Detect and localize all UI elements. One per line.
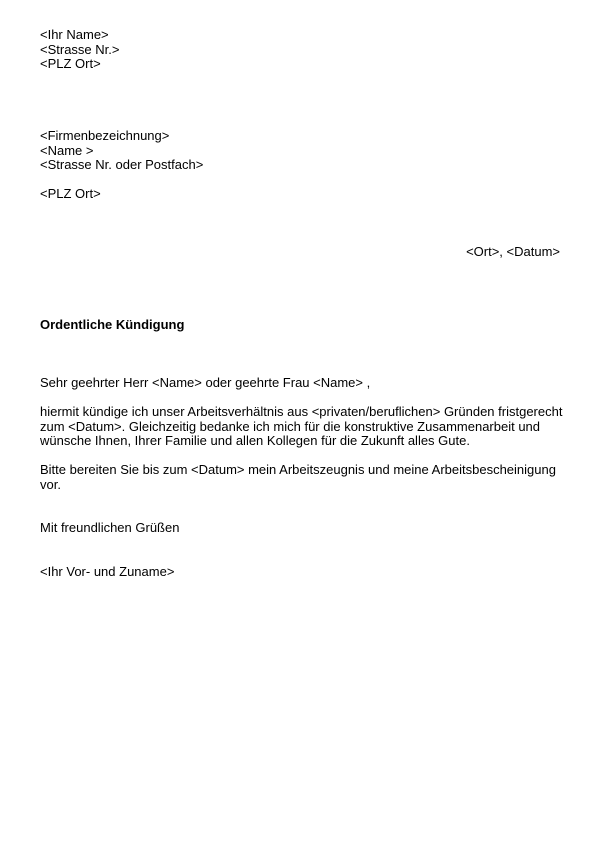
- recipient-street: <Strasse Nr. oder Postfach>: [40, 157, 204, 172]
- paragraph-1-line-3: wünsche Ihnen, Ihrer Familie und allen Kollegen für die Zukunft alles Gute.: [40, 433, 470, 448]
- closing-phrase: Mit freundlichen Grüßen: [40, 520, 180, 535]
- recipient-address: [40, 129, 560, 173]
- recipient-city-block: [40, 187, 560, 202]
- recipient-city: <PLZ Ort>: [40, 186, 101, 201]
- sender-street: <Strasse Nr.>: [40, 41, 120, 57]
- salutation: Sehr geehrter Herr <Name> oder geehrte Frau <Name> ,: [40, 375, 371, 390]
- paragraph-1-line-1: hiermit kündige ich unser Arbeitsverhältnis aus <privaten/beruflichen> Gründen fristgerecht: [40, 404, 563, 419]
- recipient-name: <Name >: [40, 142, 94, 158]
- sender-city: <PLZ Ort>: [40, 56, 101, 71]
- signature-name: <Ihr Vor- und Zuname>: [40, 564, 175, 579]
- paragraph-2-line-2: vor.: [40, 476, 61, 492]
- subject-line: Ordentliche Kündigung: [40, 317, 185, 332]
- recipient-company: <Firmenbezeichnung>: [40, 128, 170, 143]
- body-paragraph-2: [40, 463, 565, 492]
- body-paragraph-1: [40, 405, 565, 449]
- sender-name: <Ihr Name>: [40, 27, 109, 42]
- paragraph-2-line-1: Bitte bereiten Sie bis zum <Datum> mein Arbeitszeugnis und meine Arbeitsbescheinigung: [40, 462, 556, 477]
- paragraph-1-line-2: zum <Datum>. Gleichzeitig bedanke ich mich für die konstruktive Zusammenarbeit und: [40, 418, 541, 434]
- place-date: <Ort>, <Datum>: [466, 244, 560, 259]
- sender-address: [40, 28, 560, 72]
